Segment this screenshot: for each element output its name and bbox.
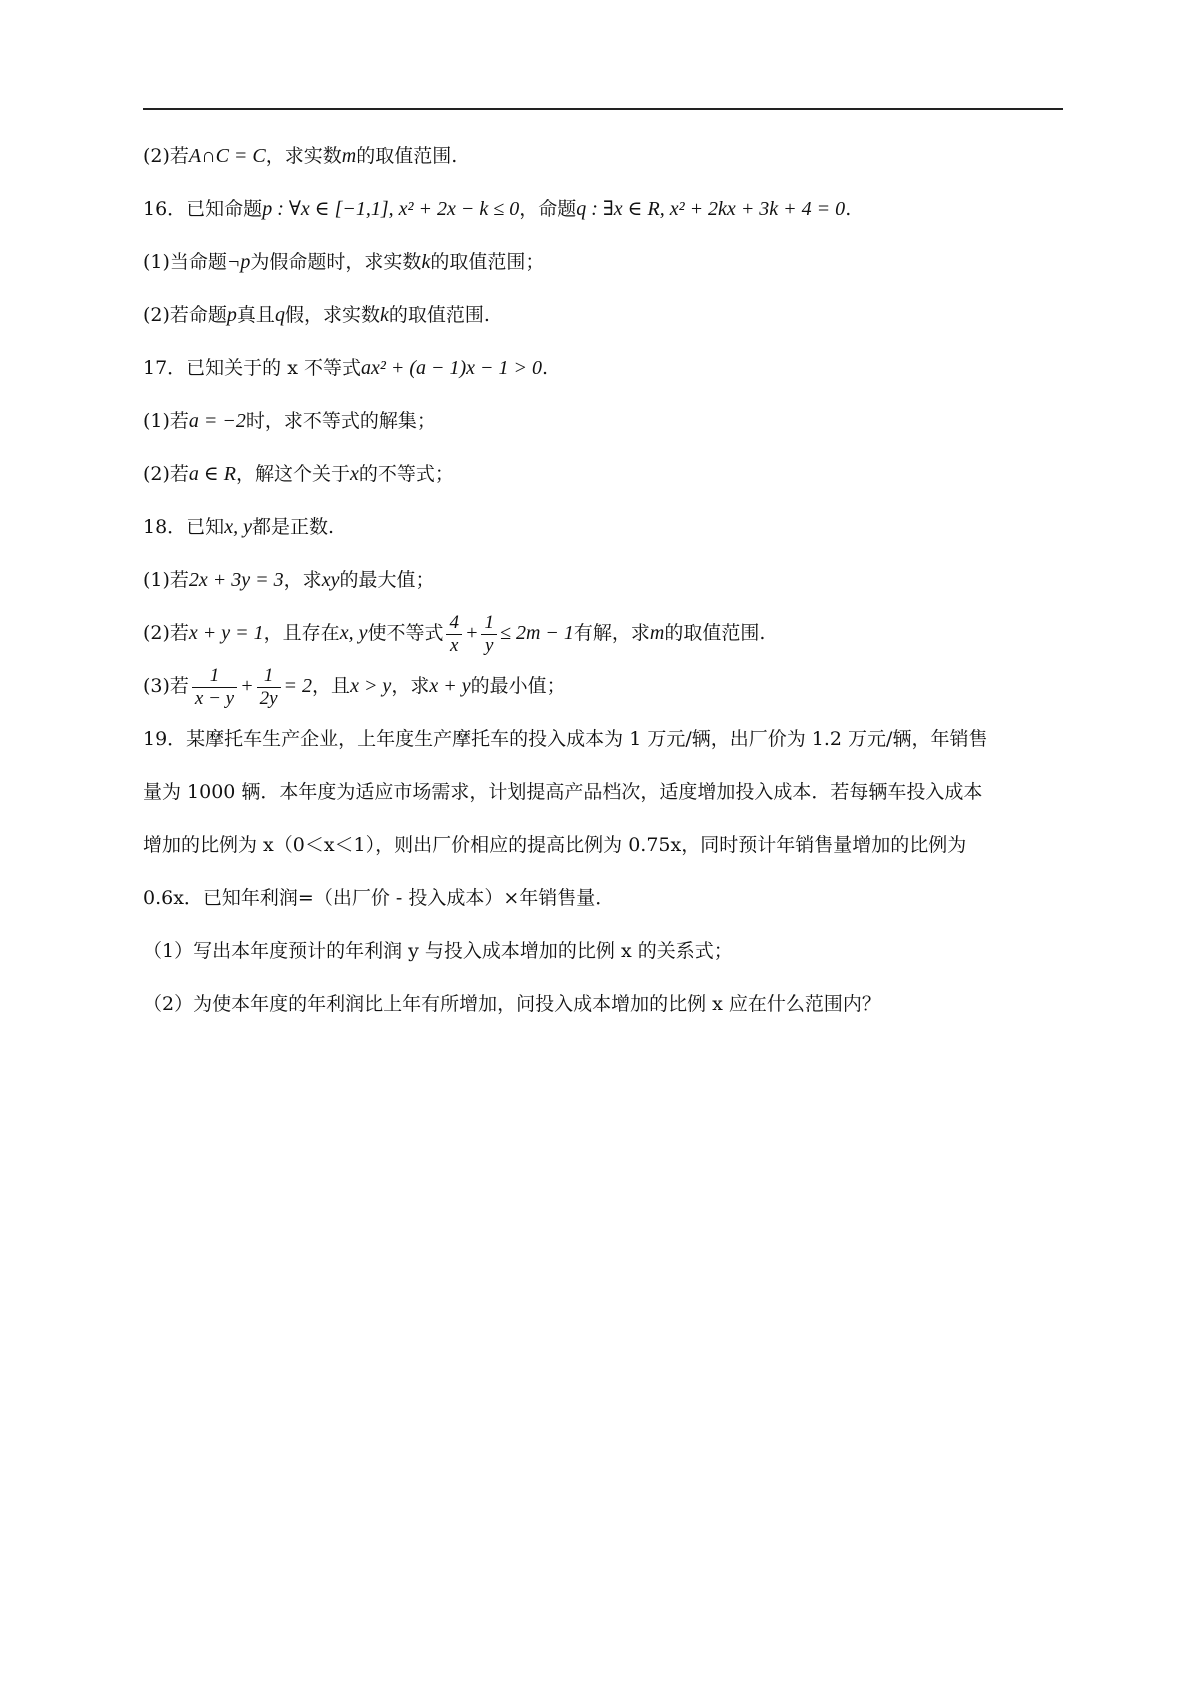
fraction: [192, 665, 237, 710]
question-19-line-3: 增加的比例为 x（0＜x＜1），则出厂价相应的提高比例为 0.75x，同时预计年销售量增加的比例为: [143, 834, 967, 856]
math: a = −2: [188, 410, 246, 432]
header-rule: [143, 108, 1063, 110]
text: 的最小值；: [470, 675, 566, 697]
text: 的取值范围.: [356, 145, 458, 167]
math: k: [379, 304, 389, 326]
question-17-part-2: [143, 448, 1063, 501]
text: 有解，求: [573, 622, 650, 644]
text: 17．已知关于的 x 不等式: [143, 357, 361, 379]
math: ≤ 2m − 1: [499, 622, 574, 644]
question-15-part-2: [143, 130, 1063, 183]
question-19-part-1: （1）写出本年度预计的年利润 y 与投入成本增加的比例 x 的关系式；: [143, 940, 733, 962]
math: x + y = 1: [188, 622, 264, 644]
text: 的取值范围.: [388, 304, 490, 326]
page-content: [143, 130, 1063, 1031]
text: (2)若: [143, 145, 189, 167]
question-18: [143, 501, 1063, 554]
text: ，求: [391, 675, 430, 697]
question-17: [143, 342, 1063, 395]
text: (2)若: [143, 463, 189, 485]
text: 的不等式；: [358, 463, 454, 485]
text: ，解这个关于: [235, 463, 350, 485]
text: (2)若命题: [143, 304, 227, 326]
denominator: y: [485, 634, 494, 656]
denominator: x: [450, 634, 459, 656]
fraction: [481, 612, 497, 657]
math: A∩C = C: [188, 145, 266, 167]
question-19-part-2: （2）为使本年度的年利润比上年有所增加，问投入成本增加的比例 x 应在什么范围内？: [143, 993, 881, 1015]
text: 的最大值；: [339, 569, 435, 591]
question-16: [143, 183, 1063, 236]
text: 假，求实数: [284, 304, 380, 326]
math: m: [341, 145, 357, 167]
fraction: [446, 612, 462, 657]
text: 的取值范围.: [664, 622, 766, 644]
text: ，求实数: [265, 145, 342, 167]
math: x, y: [224, 516, 252, 538]
text: (1)若: [143, 569, 189, 591]
text: (2)若: [143, 622, 189, 644]
denominator: 2y: [259, 687, 278, 709]
text: .: [845, 198, 852, 220]
question-19-line-2: 量为 1000 辆．本年度为适应市场需求，计划提高产品档次，适度增加投入成本．若每辆车投入成本: [143, 781, 983, 803]
numerator: 1: [481, 612, 497, 635]
question-17-part-1: [143, 395, 1063, 448]
text: ，且存在: [263, 622, 340, 644]
math: q : ∃x ∈ R, x² + 2kx + 3k + 4 = 0: [576, 198, 846, 220]
text: 使不等式: [367, 622, 444, 644]
text: (1)若: [143, 410, 189, 432]
denominator: x − y: [194, 687, 235, 709]
question-18-part-3: [143, 660, 1063, 713]
question-16-part-2: [143, 289, 1063, 342]
question-19-line-1: 19．某摩托车生产企业，上年度生产摩托车的投入成本为 1 万元/辆，出厂价为 1.2 万元/辆，年销售: [143, 728, 988, 750]
text: (1)当命题: [143, 251, 227, 273]
question-16-part-1: [143, 236, 1063, 289]
math: ax² + (a − 1)x − 1 > 0: [360, 357, 543, 379]
text: 真且: [236, 304, 275, 326]
text: 为假命题时，求实数: [250, 251, 422, 273]
math: x, y: [339, 622, 368, 644]
math: m: [649, 622, 665, 644]
math: x > y: [350, 675, 392, 697]
math: k: [421, 251, 431, 273]
question-18-part-2: [143, 607, 1063, 660]
text: ，且: [312, 675, 351, 697]
numerator: 1: [257, 665, 281, 688]
math: +: [240, 675, 254, 697]
text: 时，求不等式的解集；: [245, 410, 436, 432]
math: ¬p: [226, 251, 251, 273]
math: +: [464, 622, 479, 644]
text: 都是正数.: [251, 516, 334, 538]
math: = 2: [283, 675, 313, 697]
text: ，命题: [519, 198, 577, 220]
math: 2x + 3y = 3: [188, 569, 284, 591]
math: a ∈ R: [188, 463, 236, 485]
math: p : ∀x ∈ [−1,1], x² + 2x − k ≤ 0: [262, 198, 520, 220]
question-18-part-1: [143, 554, 1063, 607]
question-19-line-4: 0.6x．已知年利润=（出厂价 - 投入成本）×年销售量．: [143, 887, 615, 909]
math: x + y: [429, 675, 471, 697]
text: 18．已知: [143, 516, 225, 538]
math: x: [349, 463, 359, 485]
text: ，求: [283, 569, 322, 591]
text: (3)若: [143, 675, 189, 697]
numerator: 1: [192, 665, 237, 688]
text: 的取值范围；: [430, 251, 545, 273]
numerator: 4: [446, 612, 462, 635]
text: 16．已知命题: [143, 198, 263, 220]
text: .: [542, 357, 549, 379]
math: xy: [321, 569, 340, 591]
fraction: [257, 665, 281, 710]
math: q: [274, 304, 285, 326]
math: p: [226, 304, 237, 326]
